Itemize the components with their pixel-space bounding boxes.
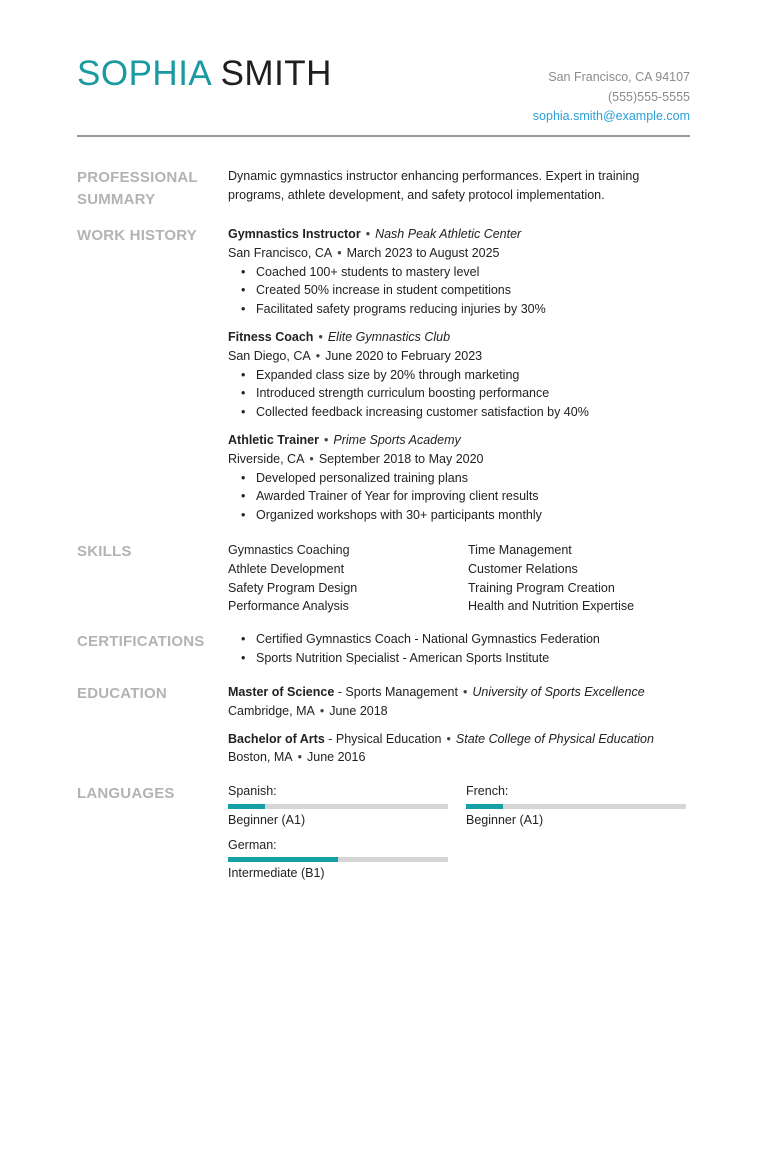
education-location: Cambridge, MA xyxy=(228,703,315,718)
work-history xyxy=(228,225,690,534)
job-bullet: • Developed personalized training plans xyxy=(256,469,690,488)
first-name: SOPHIA xyxy=(77,54,211,93)
address: San Francisco, CA 94107 xyxy=(548,70,690,84)
job-bullet: • Facilitated safety programs reducing injuries by 30% xyxy=(256,300,690,319)
education-entry xyxy=(228,683,690,721)
language-item xyxy=(228,836,466,884)
language-name: German: xyxy=(228,837,277,852)
section-title-work-history: WORK HISTORY xyxy=(77,227,197,244)
education-heading xyxy=(228,730,690,749)
education-school: University of Sports Excellence xyxy=(472,685,645,699)
job-dates: September 2018 to May 2020 xyxy=(318,451,484,466)
education-degree: Bachelor of Arts xyxy=(228,731,325,746)
skill-item: Training Program Creation xyxy=(468,580,615,595)
language-proficiency-bar xyxy=(466,804,686,809)
job-bullet: • Introduced strength curriculum boosting performance xyxy=(256,384,690,403)
education-entry xyxy=(228,730,690,768)
separator: • xyxy=(462,685,468,699)
job-title: Fitness Coach xyxy=(228,329,314,344)
language-name: French: xyxy=(466,784,509,798)
job-title: Athletic Trainer xyxy=(228,432,319,447)
education-school: State College of Physical Education xyxy=(455,731,654,746)
education-location: Boston, MA xyxy=(228,750,293,765)
section-title-summary: PROFESSIONAL SUMMARY xyxy=(77,169,198,208)
section-title-certifications: CERTIFICATIONS xyxy=(77,633,205,650)
language-proficiency-fill xyxy=(228,857,338,862)
skill-item: Health and Nutrition Expertise xyxy=(468,599,635,614)
education-date: June 2018 xyxy=(329,703,388,718)
separator: • xyxy=(315,348,321,363)
language-item xyxy=(228,782,466,830)
skill-item: Time Management xyxy=(468,543,572,557)
job-title: Gymnastics Instructor xyxy=(228,227,361,241)
section-title-languages: LANGUAGES xyxy=(77,785,175,802)
certification-item: • Sports Nutrition Specialist - American Sports Institute xyxy=(256,649,690,668)
skill-item: Athlete Development xyxy=(228,561,345,576)
summary-text: Dynamic gymnastics instructor enhancing performances. Expert in training programs, athlete development, and safety protocol implementation. xyxy=(228,169,640,202)
separator: • xyxy=(365,227,371,241)
job-heading xyxy=(228,328,690,347)
separator: • xyxy=(297,750,303,765)
job-meta xyxy=(228,244,690,263)
job-bullets xyxy=(228,263,690,319)
certifications xyxy=(228,630,690,668)
section-title-skills: SKILLS xyxy=(77,543,132,560)
separator: • xyxy=(319,703,325,718)
language-name: Spanish: xyxy=(228,784,277,798)
education xyxy=(228,683,690,776)
language-level: Beginner (A1) xyxy=(466,812,544,827)
candidate-name xyxy=(77,54,332,94)
job-bullet: • Organized workshops with 30+ participants monthly xyxy=(256,506,690,525)
job-meta xyxy=(228,450,690,469)
job-company: Prime Sports Academy xyxy=(333,432,461,447)
certification-item: • Certified Gymnastics Coach - National Gymnastics Federation xyxy=(256,630,690,649)
education-field: - Physical Education xyxy=(324,731,442,746)
education-meta xyxy=(228,748,690,767)
certification-list xyxy=(228,630,690,668)
skill-item: Safety Program Design xyxy=(228,580,358,595)
job-heading xyxy=(228,225,690,244)
last-name: SMITH xyxy=(220,54,332,93)
job-bullet: • Awarded Trainer of Year for improving client results xyxy=(256,487,690,506)
language-proficiency-bar xyxy=(228,857,448,862)
job-bullet: • Coached 100+ students to mastery level xyxy=(256,263,690,282)
education-heading xyxy=(228,683,690,702)
job-bullets xyxy=(228,366,690,422)
language-proficiency-fill xyxy=(466,804,503,809)
skills-grid xyxy=(228,541,690,616)
job-dates: June 2020 to February 2023 xyxy=(325,348,483,363)
language-level: Beginner (A1) xyxy=(228,812,306,827)
job-entry xyxy=(228,431,690,525)
section-title-education: EDUCATION xyxy=(77,685,167,702)
separator: • xyxy=(324,432,329,447)
language-item xyxy=(466,782,688,830)
contact-info xyxy=(533,68,690,127)
header-divider xyxy=(77,135,690,137)
language-proficiency-bar xyxy=(228,804,448,809)
language-proficiency-fill xyxy=(228,804,265,809)
job-entry xyxy=(228,225,690,319)
education-degree: Master of Science xyxy=(228,685,335,699)
email-link[interactable]: sophia.smith@example.com xyxy=(532,109,690,123)
separator: • xyxy=(446,731,451,746)
separator: • xyxy=(318,329,323,344)
job-heading xyxy=(228,431,690,450)
education-date: June 2016 xyxy=(307,750,366,765)
job-meta xyxy=(228,347,690,366)
separator: • xyxy=(309,451,314,466)
job-location: San Diego, CA xyxy=(228,348,311,363)
languages xyxy=(228,782,690,883)
job-bullets xyxy=(228,469,690,525)
language-level: Intermediate (B1) xyxy=(228,866,325,881)
job-bullet: • Collected feedback increasing customer satisfaction by 40% xyxy=(256,403,690,422)
job-location: San Francisco, CA xyxy=(228,245,333,260)
job-company: Elite Gymnastics Club xyxy=(327,329,451,344)
education-field: - Sports Management xyxy=(334,685,458,699)
skill-item: Performance Analysis xyxy=(228,599,349,614)
job-location: Riverside, CA xyxy=(228,451,305,466)
phone: (555)555-5555 xyxy=(607,89,690,104)
job-company: Nash Peak Athletic Center xyxy=(375,227,522,241)
job-bullet: • Expanded class size by 20% through marketing xyxy=(256,366,690,385)
skill-item: Customer Relations xyxy=(468,561,578,576)
job-dates: March 2023 to August 2025 xyxy=(346,245,500,260)
separator: • xyxy=(337,245,342,260)
job-entry xyxy=(228,328,690,422)
education-meta xyxy=(228,702,690,721)
job-bullet: • Created 50% increase in student competitions xyxy=(256,281,690,300)
skill-item: Gymnastics Coaching xyxy=(228,543,350,557)
